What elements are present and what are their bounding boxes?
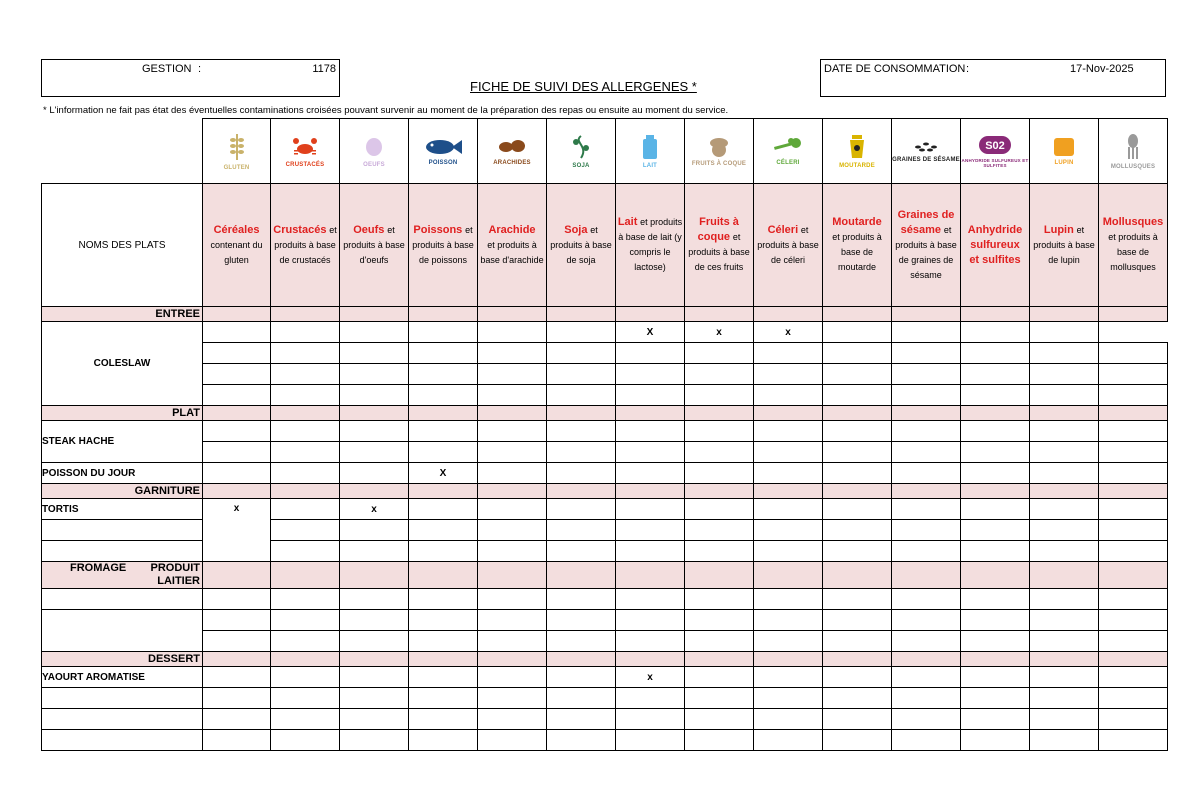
dish-name: COLESLAW — [42, 322, 203, 406]
icon-caption: LUPIN — [1054, 159, 1074, 166]
icon-caption: ARACHIDES — [493, 159, 531, 166]
mark-cell: x — [754, 322, 823, 343]
icon-caption: OEUFS — [363, 161, 385, 168]
allergen-desc-cell — [823, 184, 892, 307]
svg-text:S02: S02 — [985, 139, 1005, 152]
table-row — [42, 688, 1168, 709]
section-row-fromage — [42, 562, 1168, 589]
allergen-desc-cell — [754, 184, 823, 307]
date-label: DATE DE CONSOMMATION — [824, 63, 966, 75]
date-value: 17-Nov-2025 — [1070, 63, 1134, 75]
dish-name: STEAK HACHE — [42, 421, 203, 463]
allergen-desc-cell — [203, 184, 271, 307]
section-row-plat — [42, 406, 1168, 421]
dish-name: TORTIS — [42, 499, 203, 520]
table-row — [42, 385, 1168, 406]
mark-cell: X — [616, 322, 685, 343]
mark-cell: x — [340, 499, 409, 520]
disclaimer-note: * L'information ne fait pas état des éventuelles contaminations croisées pouvant survenir au moment de la préparation des repas ou ensuite au moment du service. — [43, 105, 729, 116]
gestion-box — [41, 59, 340, 97]
allergen-desc: et produits à base d'arachide — [480, 239, 544, 265]
allergen-desc: et produits à base de céleri — [757, 224, 819, 265]
allergen-desc: et produits à base de soja — [550, 224, 612, 265]
allergen-title: Graines de sésame — [897, 208, 955, 236]
peanut-icon — [497, 137, 527, 157]
allergen-title: Anhydride sulfureux — [967, 223, 1023, 251]
allergen-icon-cell — [203, 119, 271, 184]
allergen-title: Soja — [564, 223, 588, 236]
dish-name: POISSON DU JOUR — [42, 463, 203, 484]
lupin-icon — [1052, 137, 1076, 157]
section-label-part: PRODUIT — [150, 562, 200, 574]
section-row-garniture — [42, 484, 1168, 499]
mark-cell: x — [203, 499, 271, 562]
allergen-title: Arachide — [488, 223, 536, 236]
mark-cell: x — [685, 322, 754, 343]
section-row-dessert — [42, 652, 1168, 667]
soy-icon — [569, 134, 593, 160]
sulphite-icon — [978, 135, 1012, 155]
table-row — [42, 499, 1168, 520]
icon-caption: ANHYDRIDE SULFUREUX ET SULFITES — [961, 157, 1029, 168]
table-row — [42, 322, 1168, 343]
section-label-part: LAITIER — [157, 575, 200, 587]
allergen-icon-cell — [409, 119, 478, 184]
allergen-desc-cell — [547, 184, 616, 307]
sesame-icon — [912, 140, 940, 154]
allergen-desc-cell — [340, 184, 409, 307]
nut-icon — [708, 136, 730, 158]
section-row-entree — [42, 307, 1168, 322]
allergen-title: Moutarde — [832, 216, 882, 228]
allergen-desc-cell — [1099, 184, 1168, 307]
gluten-icon — [225, 132, 249, 162]
mustard-icon — [847, 134, 867, 160]
table-row — [42, 364, 1168, 385]
allergen-table — [41, 118, 1168, 751]
allergen-icon-cell — [478, 119, 547, 184]
icon-row — [42, 119, 1168, 184]
section-label: ENTREE — [42, 307, 203, 322]
allergen-title: Lupin — [1043, 223, 1074, 236]
allergen-desc-cell — [478, 184, 547, 307]
date-sep: : — [966, 63, 970, 75]
section-label — [42, 562, 203, 589]
allergen-title: Lait — [617, 216, 638, 228]
allergen-desc-cell — [961, 184, 1030, 307]
table-row — [42, 631, 1168, 652]
allergen-desc-cell — [892, 184, 961, 307]
allergen-desc-cell — [409, 184, 478, 307]
allergen-desc: et produits à base de poissons — [412, 224, 474, 265]
allergen-desc: et produits à base de lait (y compris le lactose) — [618, 217, 683, 272]
milk-icon — [640, 134, 660, 160]
egg-icon — [362, 135, 386, 159]
mark-cell: x — [616, 667, 685, 688]
allergen-title: Mollusques — [1102, 216, 1164, 228]
gestion-value: 1178 — [312, 63, 336, 75]
table-row — [42, 610, 1168, 631]
table-row — [42, 463, 1168, 484]
page-title: FICHE DE SUIVI DES ALLERGENES * — [470, 79, 697, 94]
icon-caption: CÉLERI — [776, 159, 800, 166]
icon-caption: GLUTEN — [223, 164, 250, 171]
allergen-desc-cell — [616, 184, 685, 307]
allergen-icon-cell — [961, 119, 1030, 184]
allergen-title: Céréales — [213, 223, 260, 236]
allergen-icon-cell — [1030, 119, 1099, 184]
allergen-icon-cell — [547, 119, 616, 184]
allergen-desc: et produits à base de ces fruits — [688, 232, 750, 272]
allergen-desc-cell — [1030, 184, 1099, 307]
allergen-icon-cell — [1099, 119, 1168, 184]
table-row — [42, 442, 1168, 463]
icon-caption: LAIT — [642, 162, 658, 169]
section-label: DESSERT — [42, 652, 203, 667]
section-label-part: FROMAGE — [70, 562, 127, 574]
allergen-title: Céleri — [767, 223, 799, 236]
table-row — [42, 421, 1168, 442]
allergen-desc: contenant du gluten — [210, 239, 263, 265]
dish-column-header: NOMS DES PLATS — [42, 184, 203, 307]
allergen-desc-cell — [271, 184, 340, 307]
icon-caption: FRUITS À COQUE — [691, 160, 747, 167]
icon-caption: GRAINES DE SÉSAME — [892, 156, 960, 163]
allergen-desc: et produits à base de mollusques — [1108, 232, 1158, 272]
section-label: GARNITURE — [42, 484, 203, 499]
allergen-title: Fruits à coque — [697, 216, 739, 243]
allergen-title: Oeufs — [353, 223, 385, 236]
icon-caption: SOJA — [572, 162, 590, 169]
icon-caption: MOLLUSQUES — [1110, 163, 1156, 170]
allergen-title: Crustacés — [273, 223, 327, 236]
allergen-desc: et produits à base d'oeufs — [343, 224, 405, 265]
mark-cell: X — [409, 463, 478, 484]
table-row — [42, 709, 1168, 730]
allergen-desc: et produits à base de moutarde — [832, 232, 882, 272]
icon-caption: CRUSTACÉS — [285, 161, 325, 168]
allergen-icon-cell — [892, 119, 961, 184]
allergen-icon-cell — [271, 119, 340, 184]
gestion-label: GESTION — [142, 63, 192, 75]
dish-name: YAOURT AROMATISE — [42, 667, 203, 688]
section-label: PLAT — [42, 406, 203, 421]
icon-caption: POISSON — [428, 159, 458, 166]
allergen-icon-cell — [823, 119, 892, 184]
allergen-desc-cell — [685, 184, 754, 307]
allergen-icon-cell — [754, 119, 823, 184]
fish-icon — [423, 137, 463, 157]
allergen-icon-cell — [685, 119, 754, 184]
crab-icon — [291, 135, 319, 159]
celery-icon — [772, 137, 804, 157]
allergen-desc: et produits à base de crustacés — [274, 224, 337, 265]
mollusc-icon — [1123, 133, 1143, 161]
icon-caption: MOUTARDE — [839, 162, 875, 169]
description-row — [42, 184, 1168, 307]
table-row — [42, 589, 1168, 610]
allergen-title: Poissons — [413, 223, 463, 236]
date-box — [820, 59, 1166, 97]
table-row — [42, 667, 1168, 688]
blank-corner — [42, 119, 203, 184]
allergen-desc: et produits à base de lupin — [1033, 224, 1095, 265]
table-row — [42, 730, 1168, 751]
allergen-icon-cell — [340, 119, 409, 184]
table-row — [42, 343, 1168, 364]
allergen-icon-cell — [616, 119, 685, 184]
allergen-desc: et sulfites — [969, 253, 1021, 266]
gestion-sep: : — [198, 63, 202, 75]
allergen-desc: et produits à base de graines de sésame — [895, 224, 957, 280]
